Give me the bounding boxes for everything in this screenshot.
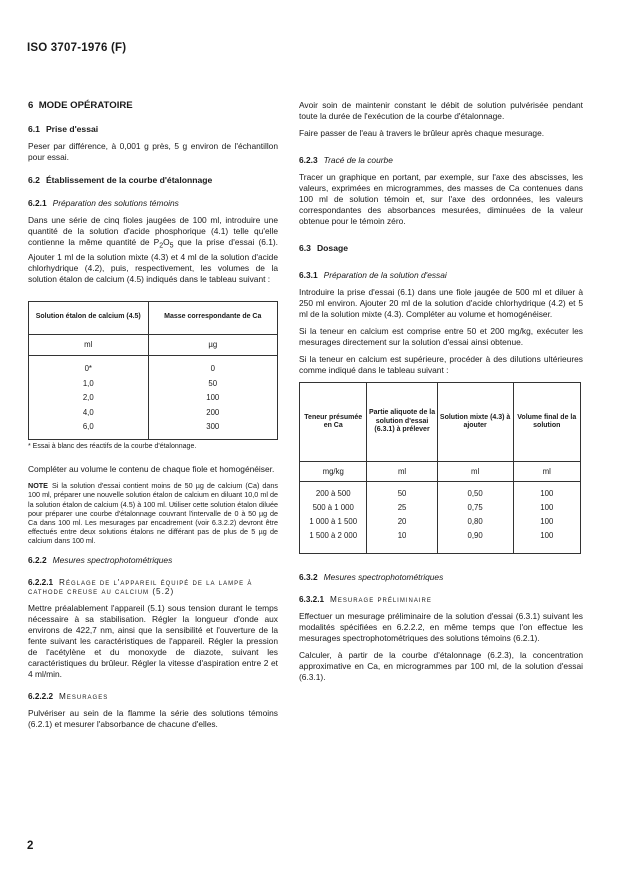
section-6-heading (28, 100, 278, 111)
section-number: 6 (28, 100, 34, 111)
section-6-3-2-heading (299, 572, 583, 582)
table-unit: ml (513, 462, 580, 482)
section-6-3-2-1-heading (299, 595, 583, 604)
left-column (28, 100, 278, 736)
calibration-table (28, 301, 278, 441)
note: NOTE Si la solution d'essai contient moins de 50 µg de calcium (Ca) dans 100 ml, préparer une nouvelle solution étalon de calcium en diluant 10,0 ml de la solution étalon de calcium (4.5) à 100 ml. Utiliser cette solution étalon diluée pour préparer une courbe d'étalonnage couvrant l'intervalle de 0 à 50 µg de Ca dans 100 ml. Les mesurages par encadrement (voir 6.3.2.2) devront être effectués entre deux solutions étalons ne différant pas de plus de 5 µg de calcium dans 100 ml. (28, 481, 278, 546)
table-footnote: * Essai à blanc des réactifs de la courbe d'étalonnage. (28, 443, 197, 451)
section-title: Mesures spectrophotométriques (323, 571, 444, 582)
section-6-2-1-heading (28, 198, 278, 208)
table-row: 500 à 1 000 25 0,75 100 (300, 500, 581, 514)
table-unit: ml (29, 334, 149, 355)
table-row: 1 000 à 1 500 20 0,80 100 (300, 514, 581, 528)
section-6-2-2-heading (28, 555, 278, 565)
section-title: Préparation des solutions témoins (52, 198, 179, 208)
section-number: 6.3.1 (299, 270, 318, 280)
table-header: Solution étalon de calcium (4.5) (29, 301, 149, 334)
section-6-3-1-heading (299, 270, 583, 280)
paragraph: Faire passer de l'eau à travers le brûleur après chaque mesurage. (299, 128, 545, 138)
section-6-2-2-2-text: Pulvériser au sein de la flamme la série des solutions témoins (6.2.1) et mesurer l'absorbance de chacune d'elles. (28, 707, 278, 729)
section-6-2-heading (28, 175, 278, 185)
table-unit: ml (367, 462, 437, 482)
complete-text: Compléter au volume le contenu de chaque fiole et homogénéiser. (28, 464, 275, 475)
table-header: Teneur présumée en Ca (300, 383, 367, 462)
right-column (299, 100, 583, 689)
table-row: 4,0 200 (29, 405, 278, 420)
section-6-3-2-1-text: Effectuer un mesurage préliminaire de la solution d'essai (6.3.1) suivant les modalités spécifiées en 6.2.2.2, en même temps que l'on effectue les mesurages spectrophotométriques des solutions témoins (6.2.1). (299, 610, 583, 643)
section-title: Prise d'essai (45, 124, 99, 134)
table-unit: ml (437, 462, 513, 482)
table-row: 1,0 50 (29, 376, 278, 391)
table-row: 2,0 100 (29, 391, 278, 406)
section-6-3-heading (299, 243, 583, 253)
paragraph: Avoir soin de maintenir constant le débit de solution pulvérisée pendant toute la durée de l'exécution de la courbe d'étalonnage. (299, 100, 583, 121)
table-header: Partie aliquote de la solution d'essai (6.3.1) à prélever (367, 383, 437, 462)
section-title: MODE OPÉRATOIRE (38, 100, 133, 111)
section-6-2-2-1-text: Mettre préalablement l'appareil (5.1) sous tension durant le temps nécessaire à sa stabilisation. Régler la longueur d'onde aux environs de 422,7 nm, ainsi que la sensibilité et l'ouverture de la fente suivant les caractéristiques de l'appareil. Régler la pression de l'acétylène et du monoxyde de diazote, suivant les caractéristiques du brûleur. Régler la vitesse d'aspiration entre 2 et 4 ml/min. (28, 602, 278, 679)
table-unit: µg (148, 334, 277, 355)
table-row: 6,0 300 (29, 420, 278, 435)
section-6-2-3-heading (299, 155, 583, 165)
section-title: Mesurages (59, 691, 109, 701)
section-6-2-2-1-heading (28, 578, 278, 596)
section-title: Préparation de la solution d'essai (323, 270, 447, 280)
section-number: 6.3.2.1 (299, 594, 325, 604)
section-number: 6.1 (28, 124, 40, 134)
table-header: Masse correspondante de Ca (148, 301, 277, 334)
document-header: ISO 3707-1976 (F) (27, 42, 127, 54)
table-header: Solution mixte (4.3) à ajouter (437, 383, 513, 462)
section-title: Mesures spectrophotométriques (52, 554, 173, 565)
section-number: 6.2.2 (28, 554, 47, 565)
section-number: 6.2.1 (28, 198, 47, 208)
section-title: Réglage de l'appareil équipé de la lampe à cathode creuse au calcium (5.2) (28, 577, 253, 596)
section-6-2-3-text: Tracer un graphique en portant, par exemple, sur l'axe des abscisses, les valeurs, exprimées en microgrammes, des masses de Ca contenues dans 100 ml de solution témoin et, sur l'axe des ordonnées, les valeurs correspondantes des absorbances mesurées, diminuées de la valeur obtenue pour le témoin zéro. (299, 172, 583, 226)
table-row: 0* 0 (29, 362, 278, 377)
section-number: 6.2.2.2 (28, 691, 54, 701)
section-6-3-1-text: Si la teneur en calcium est supérieure, procéder à des dilutions ultérieures comme indiqué dans le tableau suivant : (299, 354, 583, 375)
section-6-3-1-text: Si la teneur en calcium est comprise entre 50 et 200 mg/kg, exécuter les mesurages directement sur la solution d'essai ainsi obtenue. (299, 326, 583, 347)
section-number: 6.2 (28, 175, 40, 185)
section-6-3-1-text: Introduire la prise d'essai (6.1) dans une fiole jaugée de 500 ml et diluer à 250 ml environ. Ajouter 20 ml de la solution d'acide chlorhydrique (4.2) et 5 ml de la solution mixte (4.3). Compléter au volume et homogénéiser. (299, 287, 583, 319)
section-6-3-2-1-text: Calculer, à partir de la courbe d'étalonnage (6.2.3), la concentration approximative en Ca, en microgrammes par 100 ml, de la solution d'essai (6.3.1). (299, 649, 583, 682)
table-row: 1 500 à 2 000 10 0,90 100 (300, 529, 581, 543)
section-6-1-text: Peser par différence, à 0,001 g près, 5 g environ de l'échantillon pour essai. (28, 141, 278, 162)
table-unit: mg/kg (300, 462, 367, 482)
section-number: 6.2.2.1 (28, 577, 54, 587)
section-6-2-2-2-heading (28, 692, 278, 701)
section-6-2-1-text: Dans une série de cinq fioles jaugées de 100 ml, introduire une quantité de la solution d'acide phosphorique (4.1) telle qu'elle contienne la même quantité de $P_2O_5$ que la prise d'essai (6.1). Ajouter 1 ml de la solution mixte (4.3) et 4 ml de la solution d'acide chlorhydrique (4.2), puis, respectivement, les volumes de la solution étalon de calcium (4.5) indiqués dans le tableau suivant : (28, 215, 279, 284)
section-title: Mesurage préliminaire (330, 594, 432, 604)
section-title: Établissement de la courbe d'étalonnage (45, 175, 213, 185)
section-title: Dosage (316, 243, 348, 253)
table-row: 200 à 500 50 0,50 100 (300, 486, 581, 500)
section-number: 6.3.2 (299, 571, 318, 582)
section-title: Tracé de la courbe (323, 155, 393, 165)
section-number: 6.2.3 (299, 155, 318, 165)
section-number: 6.3 (299, 243, 311, 253)
page-number: 2 (27, 840, 34, 852)
table-header: Volume final de la solution (513, 383, 580, 462)
dilution-table (299, 382, 581, 554)
section-6-1-heading (28, 124, 278, 134)
